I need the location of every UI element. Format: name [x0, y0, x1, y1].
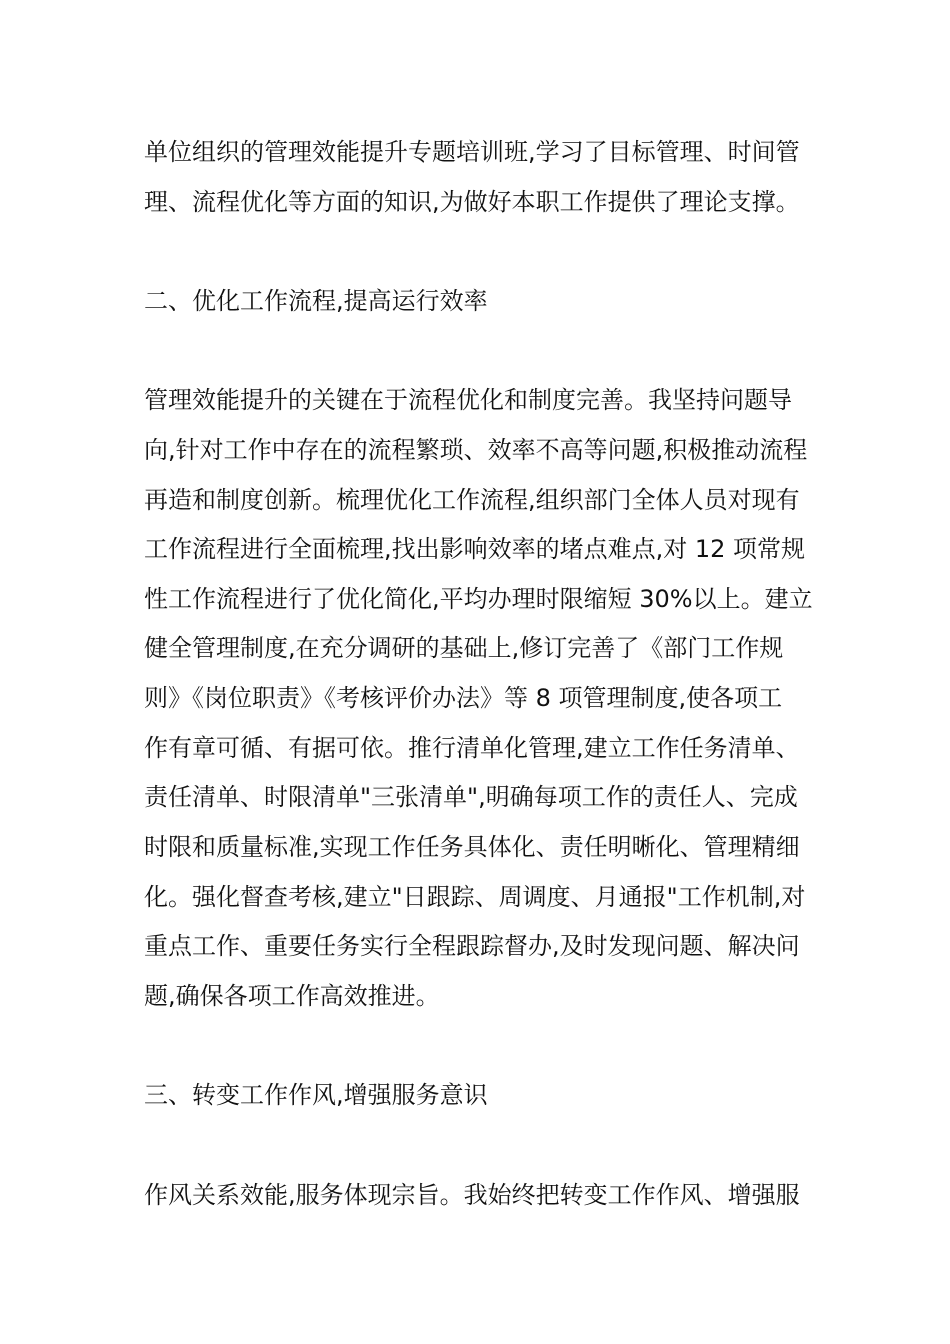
- section-2-paragraph-line: 题,确保各项工作高效推进。: [144, 982, 440, 1010]
- section-2-paragraph-line: 作有章可循、有据可依。推行清单化管理,建立工作任务清单、: [144, 734, 800, 762]
- intro-paragraph-line: 单位组织的管理效能提升专题培训班,学习了目标管理、时间管: [144, 138, 800, 166]
- section-3-paragraph-line: 作风关系效能,服务体现宗旨。我始终把转变工作作风、增强服: [144, 1181, 800, 1209]
- section-2-paragraph-line: 化。强化督查考核,建立"日跟踪、周调度、月通报"工作机制,对: [144, 883, 806, 911]
- section-2-paragraph-line: 工作流程进行全面梳理,找出影响效率的堵点难点,对 12 项常规: [144, 535, 806, 563]
- section-2-paragraph-line: 健全管理制度,在充分调研的基础上,修订完善了《部门工作规: [144, 634, 784, 662]
- section-2-paragraph-line: 管理效能提升的关键在于流程优化和制度完善。我坚持问题导: [144, 386, 792, 414]
- section-2-paragraph-line: 责任清单、时限清单"三张清单",明确每项工作的责任人、完成: [144, 783, 798, 811]
- section-3-heading: 三、转变工作作风,增强服务意识: [144, 1081, 488, 1109]
- section-2-paragraph-line: 重点工作、重要任务实行全程跟踪督办,及时发现问题、解决问: [144, 932, 800, 960]
- section-2-paragraph-line: 时限和质量标准,实现工作任务具体化、责任明晰化、管理精细: [144, 833, 800, 861]
- section-2-paragraph-line: 性工作流程进行了优化简化,平均办理时限缩短 30%以上。建立: [144, 585, 813, 613]
- section-2-paragraph-line: 则》《岗位职责》《考核评价办法》等 8 项管理制度,使各项工: [144, 684, 783, 712]
- section-2-paragraph-line: 再造和制度创新。梳理优化工作流程,组织部门全体人员对现有: [144, 486, 800, 514]
- intro-paragraph-line: 理、流程优化等方面的知识,为做好本职工作提供了理论支撑。: [144, 188, 800, 216]
- section-2-paragraph-line: 向,针对工作中存在的流程繁琐、效率不高等问题,积极推动流程: [144, 436, 808, 464]
- section-2-heading: 二、优化工作流程,提高运行效率: [144, 287, 488, 315]
